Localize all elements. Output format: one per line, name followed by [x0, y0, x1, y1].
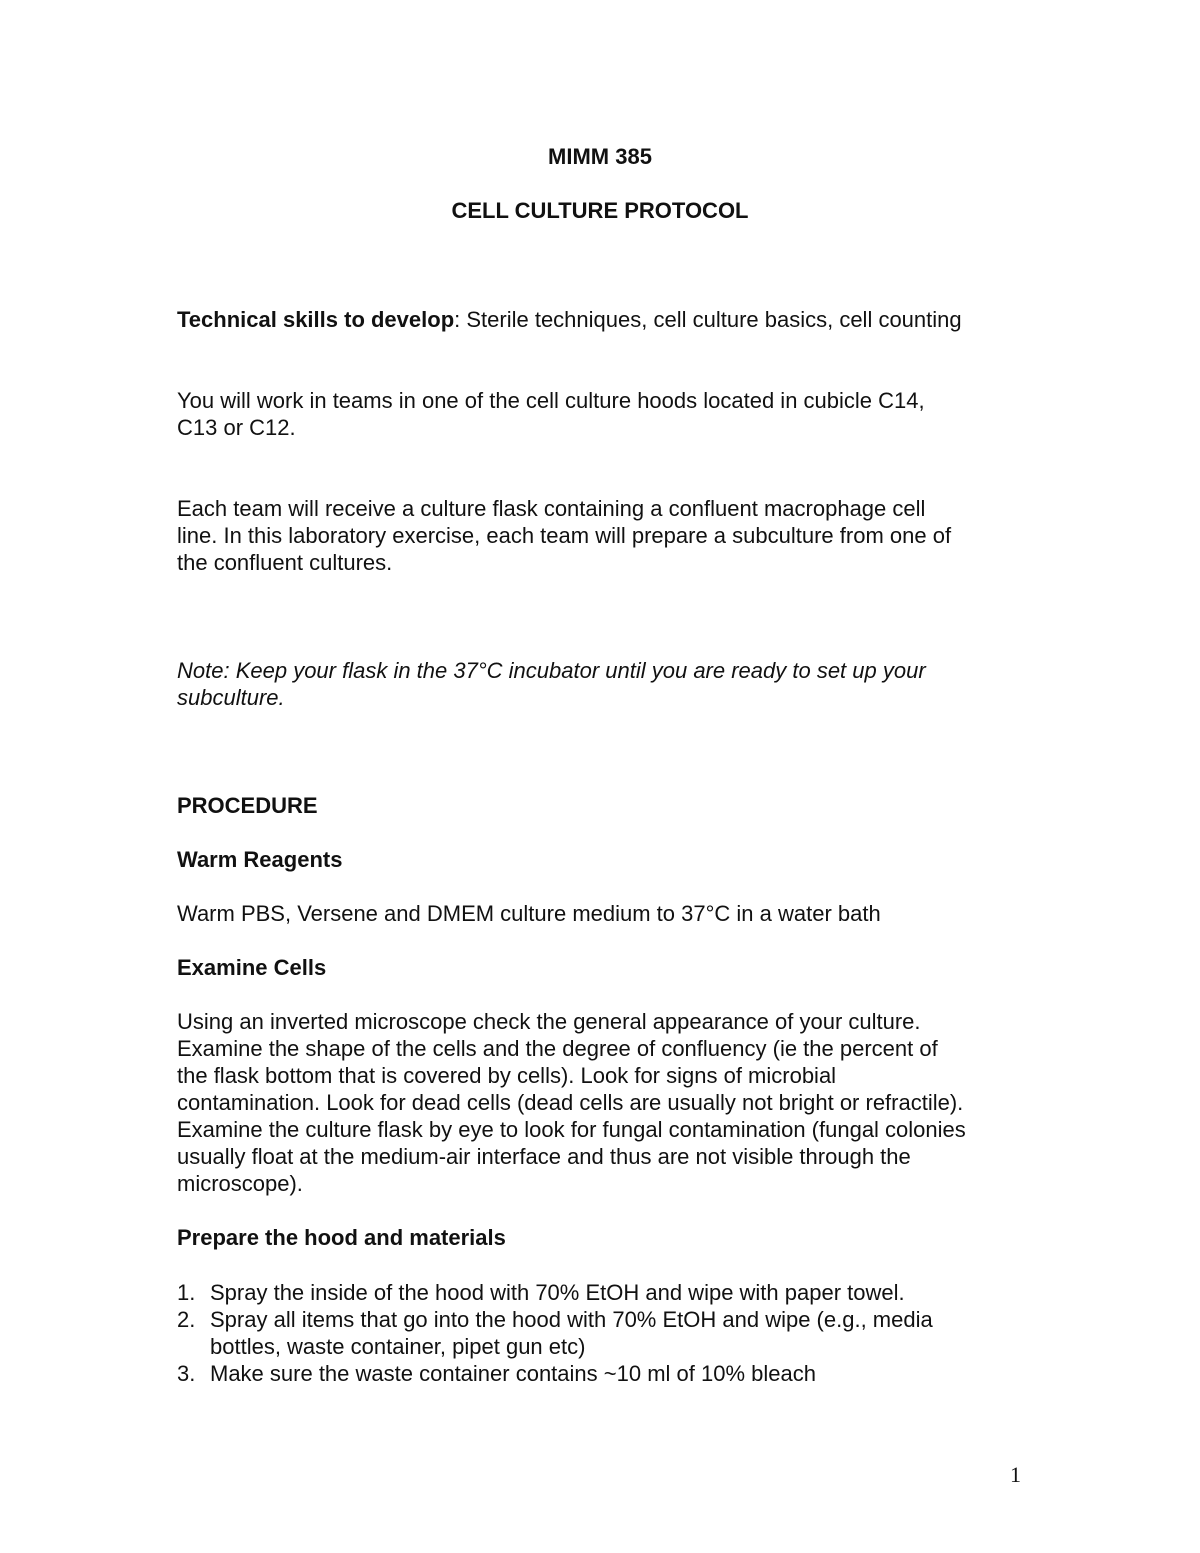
skills-label: Technical skills to develop [177, 307, 455, 332]
list-number: 2. [177, 1307, 196, 1332]
skills-text: : Sterile techniques, cell culture basics, cell counting [454, 307, 962, 332]
course-code: MIMM 385 [548, 144, 652, 169]
list-item [177, 1360, 816, 1387]
page-number: 1 [1010, 1462, 1021, 1487]
examine-line: Using an inverted microscope check the general appearance of your culture. [177, 1009, 921, 1034]
skills-paragraph [177, 306, 962, 333]
examine-line: the flask bottom that is covered by cells). Look for signs of microbial [177, 1063, 837, 1088]
list-item [177, 1279, 905, 1306]
document-title: CELL CULTURE PROTOCOL [451, 198, 749, 223]
flask-paragraph [177, 495, 951, 576]
warm-reagents-heading: Warm Reagents [177, 847, 343, 872]
warm-reagents-text: Warm PBS, Versene and DMEM culture medium to 37°C in a water bath [177, 901, 881, 926]
list-text: Spray the inside of the hood with 70% EtOH and wipe with paper towel. [210, 1280, 905, 1305]
list-text-continued: bottles, waste container, pipet gun etc) [210, 1334, 586, 1359]
list-text: Spray all items that go into the hood with 70% EtOH and wipe (e.g., media [210, 1307, 933, 1332]
flask-line: the confluent cultures. [177, 550, 393, 575]
prepare-hood-heading: Prepare the hood and materials [177, 1225, 506, 1250]
list-text: Make sure the waste container contains ~10 ml of 10% bleach [210, 1361, 816, 1386]
list-number: 1. [177, 1280, 196, 1305]
flask-line: line. In this laboratory exercise, each team will prepare a subculture from one of [177, 523, 952, 548]
examine-cells-heading: Examine Cells [177, 955, 327, 980]
flask-line: Each team will receive a culture flask containing a confluent macrophage cell [177, 496, 926, 521]
examine-line: microscope). [177, 1171, 303, 1196]
examine-line: Examine the culture flask by eye to look for fungal contamination (fungal colonies [177, 1117, 966, 1142]
examine-cells-paragraph [177, 1008, 966, 1197]
teams-paragraph [177, 387, 925, 441]
examine-line: usually float at the medium-air interface and thus are not visible through the [177, 1144, 911, 1169]
examine-line: Examine the shape of the cells and the degree of confluency (ie the percent of [177, 1036, 938, 1061]
teams-line: You will work in teams in one of the cell culture hoods located in cubicle C14, [177, 388, 925, 413]
teams-line: C13 or C12. [177, 415, 296, 440]
procedure-heading: PROCEDURE [177, 793, 318, 818]
note-line: subculture. [177, 685, 285, 710]
note-line: Note: Keep your flask in the 37°C incubator until you are ready to set up your [177, 658, 926, 683]
note-paragraph [177, 657, 926, 711]
list-item [177, 1306, 933, 1360]
list-number: 3. [177, 1361, 196, 1386]
examine-line: contamination. Look for dead cells (dead cells are usually not bright or refractile). [177, 1090, 964, 1115]
